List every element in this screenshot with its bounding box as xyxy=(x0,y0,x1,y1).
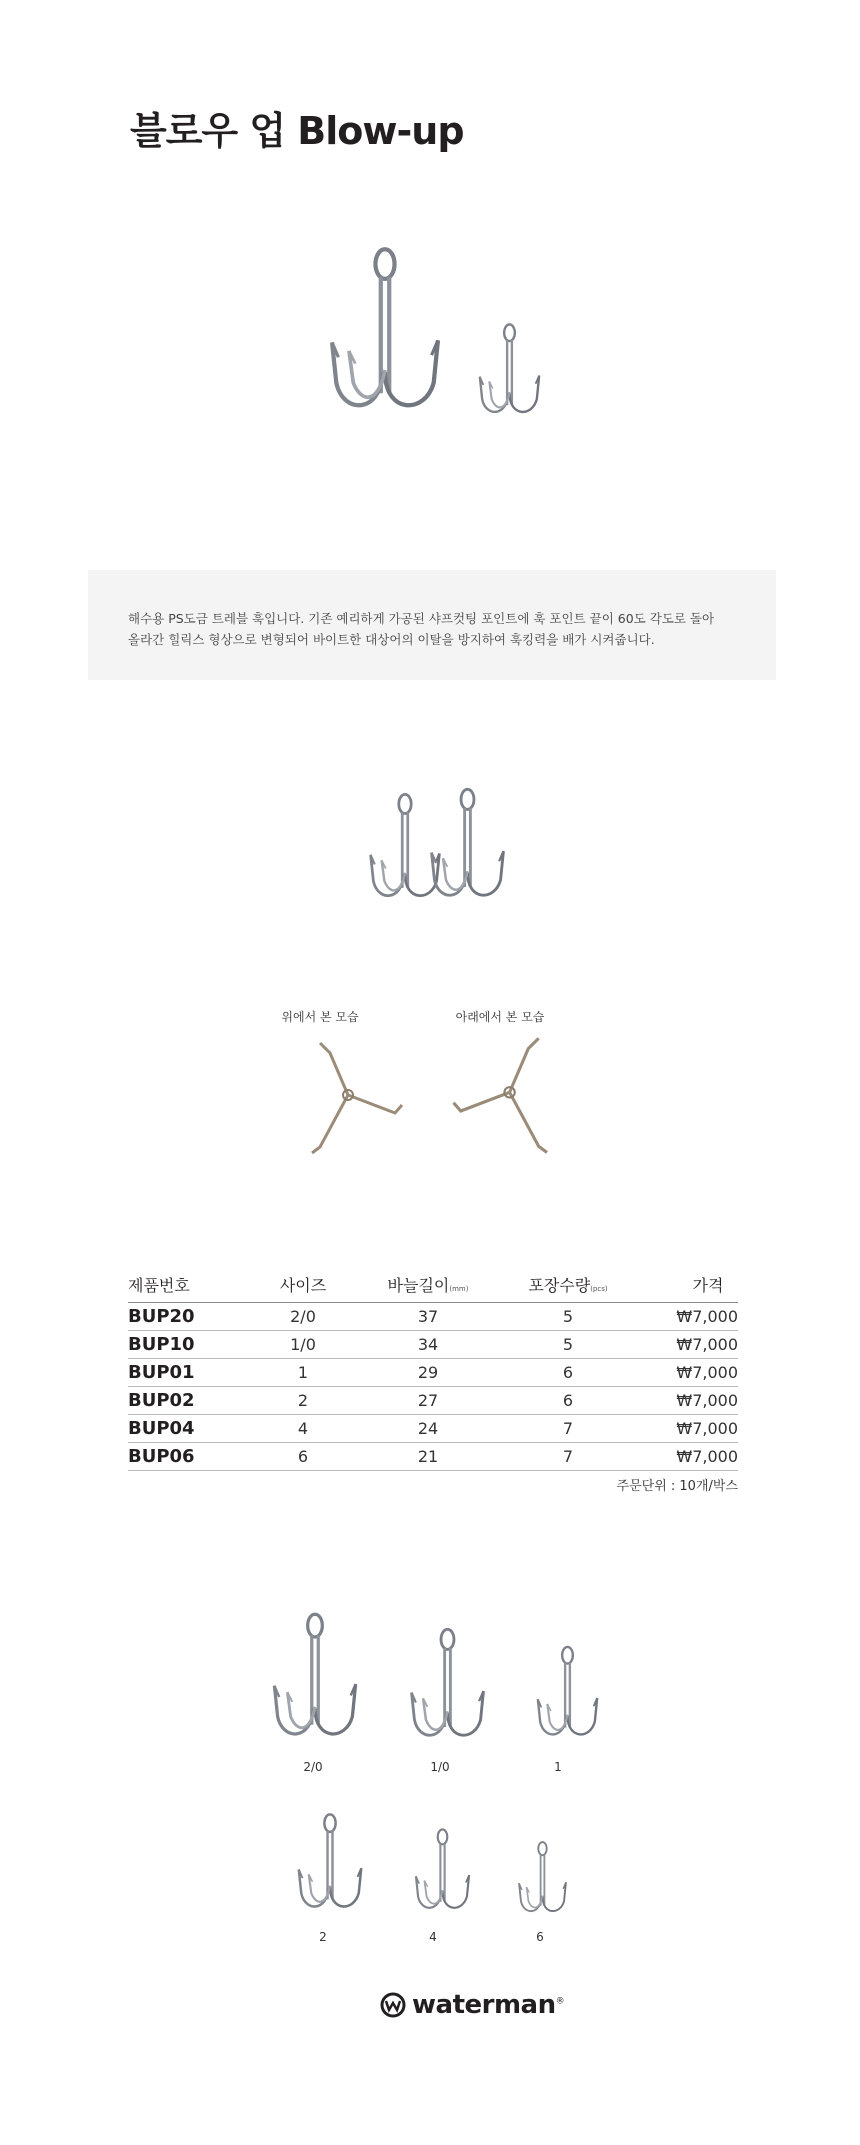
header-code: 제품번호 xyxy=(128,1272,248,1303)
row-qty: 7 xyxy=(498,1443,638,1471)
hero-hook-large-image xyxy=(300,245,470,425)
table-row xyxy=(128,1303,738,1331)
size-label: 4 xyxy=(429,1930,437,1944)
waterman-logo xyxy=(378,1990,564,2020)
size-label: 2 xyxy=(319,1930,327,1944)
row-price: ₩7,000 xyxy=(638,1443,738,1471)
size-hook-1-0 xyxy=(390,1620,505,1755)
row-code: BUP02 xyxy=(128,1387,248,1415)
header-length-label: 바늘길이 xyxy=(387,1275,450,1295)
row-size: 2/0 xyxy=(248,1303,358,1331)
size-label: 2/0 xyxy=(303,1760,323,1774)
description-box xyxy=(88,570,776,680)
table-row xyxy=(128,1359,738,1387)
top-view-image xyxy=(290,1035,410,1165)
row-length: 27 xyxy=(358,1387,498,1415)
description-text xyxy=(128,608,748,650)
row-code: BUP04 xyxy=(128,1415,248,1443)
row-qty: 6 xyxy=(498,1359,638,1387)
table-row xyxy=(128,1331,738,1359)
header-size: 사이즈 xyxy=(248,1272,358,1303)
row-size: 1/0 xyxy=(248,1331,358,1359)
table-row xyxy=(128,1387,738,1415)
row-price: ₩7,000 xyxy=(638,1387,738,1415)
header-length-unit: (mm) xyxy=(449,1284,469,1293)
row-code: BUP10 xyxy=(128,1331,248,1359)
header-price: 가격 xyxy=(638,1272,738,1303)
row-price: ₩7,000 xyxy=(638,1331,738,1359)
row-length: 29 xyxy=(358,1359,498,1387)
row-qty: 5 xyxy=(498,1331,638,1359)
page-title: 블로우 업 Blow-up xyxy=(130,109,464,153)
size-label: 1 xyxy=(554,1760,562,1774)
row-code: BUP06 xyxy=(128,1443,248,1471)
row-size: 1 xyxy=(248,1359,358,1387)
brand-name-text: waterman xyxy=(412,1990,556,2020)
description-line: 해수용 PS도금 트레블 훅입니다. 기존 예리하게 가공된 샤프컷팅 포인트에 훅 포인트 끝이 60도 각도로 돌아 xyxy=(128,611,715,626)
header-qty-unit: (pcs) xyxy=(590,1284,608,1293)
row-price: ₩7,000 xyxy=(638,1303,738,1331)
spec-table xyxy=(128,1272,738,1471)
row-price: ₩7,000 xyxy=(638,1359,738,1387)
row-code: BUP01 xyxy=(128,1359,248,1387)
row-length: 37 xyxy=(358,1303,498,1331)
size-hook-1 xyxy=(520,1635,615,1755)
table-header-row xyxy=(128,1272,738,1303)
waterman-logo-icon xyxy=(378,1992,408,2018)
paired-hook-image-right xyxy=(410,785,525,910)
table-row xyxy=(128,1415,738,1443)
row-qty: 6 xyxy=(498,1387,638,1415)
row-size: 6 xyxy=(248,1443,358,1471)
size-hook-6 xyxy=(505,1835,580,1925)
row-length: 24 xyxy=(358,1415,498,1443)
row-length: 21 xyxy=(358,1443,498,1471)
table-row xyxy=(128,1443,738,1471)
row-code: BUP20 xyxy=(128,1303,248,1331)
size-label: 1/0 xyxy=(430,1760,450,1774)
registered-mark: ® xyxy=(555,1996,565,2007)
size-hook-2-0 xyxy=(250,1605,380,1755)
brand-name xyxy=(412,1990,564,2020)
row-size: 4 xyxy=(248,1415,358,1443)
top-view-label: 위에서 본 모습 xyxy=(281,1010,359,1024)
bottom-view-image xyxy=(445,1030,570,1165)
header-length xyxy=(358,1272,498,1303)
row-qty: 7 xyxy=(498,1415,638,1443)
order-unit-note: 주문단위 : 10개/박스 xyxy=(616,1479,738,1494)
description-line: 올라간 힐릭스 형상으로 변형되어 바이트한 대상어의 이탈을 방지하여 훅킹력을 배가 시켜줍니다. xyxy=(128,632,655,647)
size-hook-4 xyxy=(400,1820,485,1925)
hero-hook-small-image xyxy=(462,320,557,425)
header-qty-label: 포장수량 xyxy=(528,1275,591,1295)
size-hook-2 xyxy=(280,1805,380,1925)
bottom-view-label: 아래에서 본 모습 xyxy=(455,1010,545,1024)
row-price: ₩7,000 xyxy=(638,1415,738,1443)
header-qty xyxy=(498,1272,638,1303)
row-length: 34 xyxy=(358,1331,498,1359)
size-label: 6 xyxy=(536,1930,544,1944)
row-size: 2 xyxy=(248,1387,358,1415)
row-qty: 5 xyxy=(498,1303,638,1331)
